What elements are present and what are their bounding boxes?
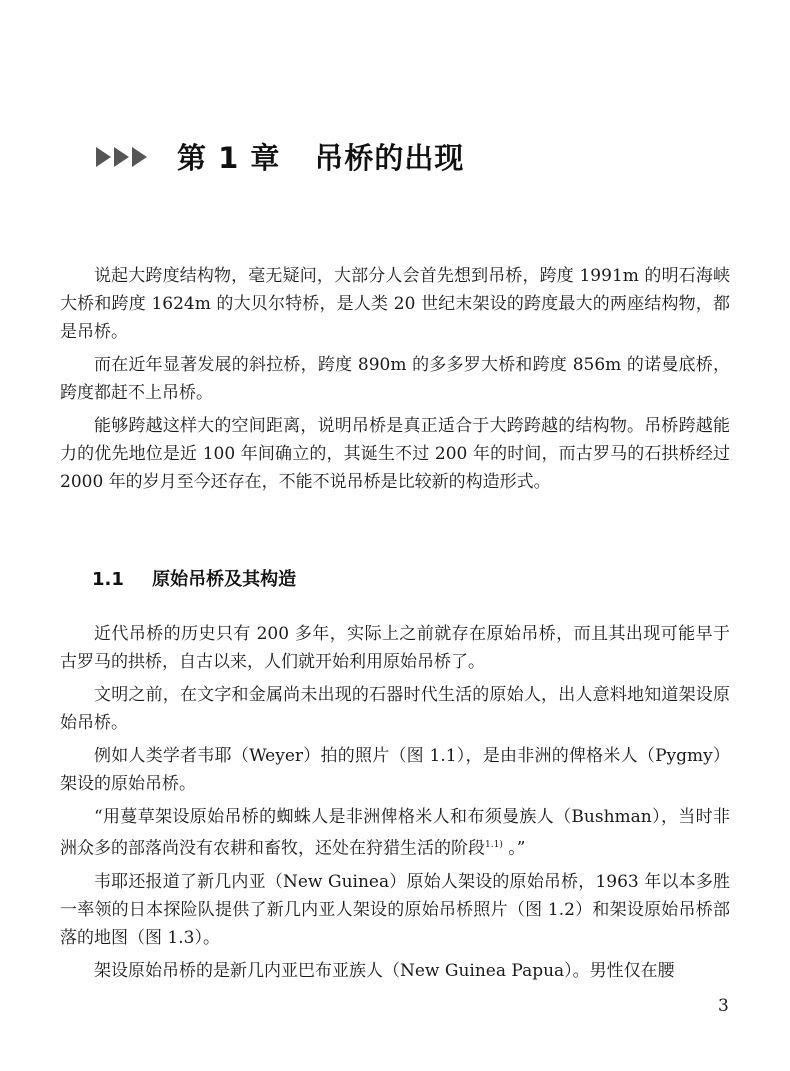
paragraph: 而在近年显著发展的斜拉桥，跨度 890m 的多多罗大桥和跨度 856m 的诺曼底桥，跨度都赶不上吊桥。: [60, 355, 730, 403]
arrow-icon: [132, 147, 147, 167]
quote-closing: 。”: [502, 838, 526, 859]
arrow-icon: [114, 147, 129, 167]
paragraph: 例如人类学者韦耶（Weyer）拍的照片（图 1.1），是由非洲的俾格米人（Pygmy）架设的原始吊桥。: [60, 746, 730, 794]
paragraph: 文明之前，在文字和金属尚未出现的石器时代生活的原始人，出人意料地知道架设原始吊桥。: [60, 685, 730, 733]
chapter-title: 吊桥的出现: [314, 141, 465, 175]
triple-arrow-icon: [96, 147, 147, 167]
intro-text: [60, 262, 730, 501]
section-text: [60, 620, 730, 990]
reference-mark: 1.1): [485, 840, 503, 850]
section-title: 原始吊桥及其构造: [152, 569, 297, 590]
quote-text: “用蔓草架设原始吊桥的蜘蛛人是非洲俾格米人和布须曼族人（Bushman），当时非洲众多的部落尚没有农耕和畜牧，还处在狩猎生活的阶段: [60, 807, 730, 859]
paragraph: 架设原始吊桥的是新几内亚巴布亚族人（New Guinea Papua）。男性仅在腰: [94, 960, 675, 981]
paragraph: 韦耶还报道了新几内亚（New Guinea）原始人架设的原始吊桥，1963 年以本多胜一率领的日本探险队提供了新几内亚人架设的原始吊桥照片（图 1.2）和架设原始吊桥部落的地图（图 1.3）。: [60, 871, 730, 948]
paragraph: 近代吊桥的历史只有 200 多年，实际上之前就存在原始吊桥，而且其出现可能早于古罗马的拱桥，自古以来，人们就开始利用原始吊桥了。: [60, 624, 730, 672]
arrow-icon: [96, 147, 111, 167]
page-number: 3: [718, 996, 729, 1016]
chapter-header: [96, 136, 464, 177]
chapter-number: 第 1 章: [177, 141, 281, 175]
section-number: 1.1: [92, 569, 124, 590]
section-heading: [92, 565, 296, 591]
paragraph: 说起大跨度结构物，毫无疑问，大部分人会首先想到吊桥，跨度 1991m 的明石海峡大桥和跨度 1624m 的大贝尔特桥，是人类 20 世纪末架设的跨度最大的两座结构物，都是吊桥。: [60, 266, 730, 342]
quote-paragraph: [60, 803, 730, 863]
paragraph: 能够跨越这样大的空间距离，说明吊桥是真正适合于大跨跨越的结构物。吊桥跨越能力的优先地位是近 100 年间确立的，其诞生不过 200 年的时间，而古罗马的石拱桥经过 2000 年的岁月至今还存在，不能不说吊桥是比较新的构造形式。: [60, 416, 730, 492]
